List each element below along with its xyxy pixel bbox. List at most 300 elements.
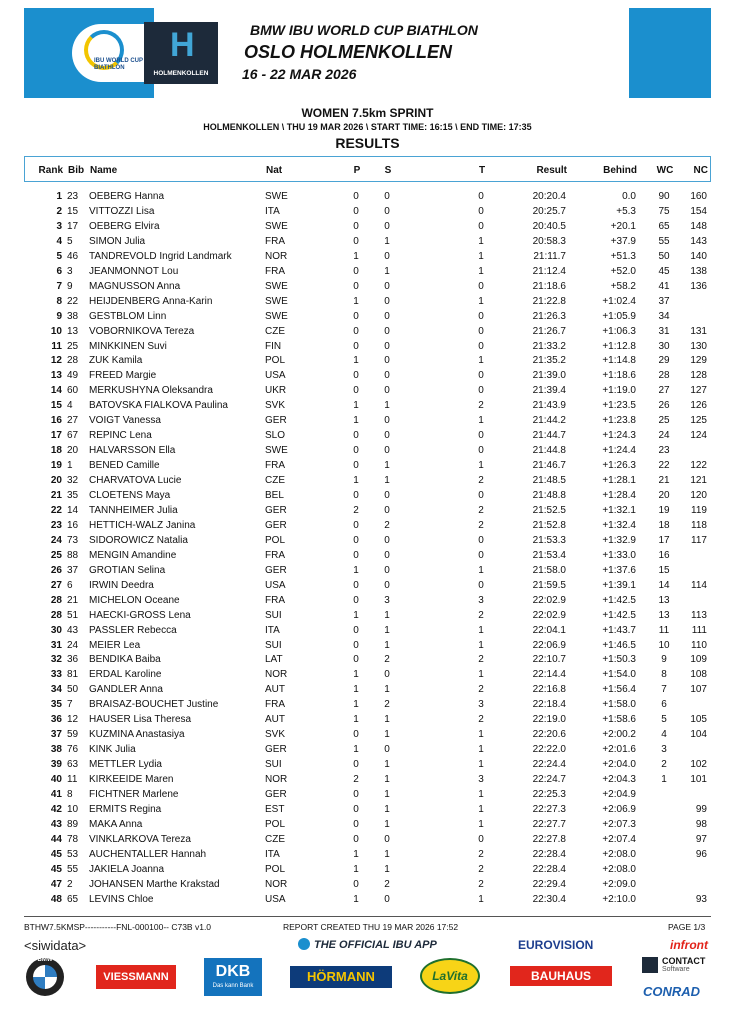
cell-behind: +2:04.0 [602, 759, 636, 771]
cell-t: 0 [478, 430, 484, 442]
cell-name: MINKKINEN Suvi [89, 340, 167, 352]
cell-behind: +1:23.8 [602, 415, 636, 427]
cell-behind: +1:33.0 [602, 549, 636, 561]
cell-bib: 81 [67, 669, 79, 681]
cell-nc: 114 [691, 579, 707, 591]
cell-behind: +1:18.6 [602, 370, 636, 382]
cell-result: 20:25.7 [532, 205, 566, 217]
table-row [24, 339, 711, 354]
cell-behind: +2:08.0 [602, 848, 636, 860]
cell-rank: 43 [50, 818, 62, 830]
cell-nat: FRA [265, 699, 285, 711]
table-row [24, 533, 711, 548]
cell-rank: 23 [50, 519, 62, 531]
col-p: P [353, 165, 361, 176]
cell-nc: 110 [691, 639, 707, 651]
cell-nc: 101 [690, 774, 707, 786]
cell-nc: 126 [690, 400, 707, 412]
table-row [24, 877, 711, 892]
cell-name: REPINC Lena [89, 430, 152, 442]
contact-text: CONTACT [662, 956, 706, 966]
table-row [24, 473, 711, 488]
lavita-text: LaVita [432, 969, 468, 983]
cell-nc: 127 [690, 385, 707, 397]
cell-name: CHARVATOVA Lucie [89, 475, 182, 487]
cell-result: 21:12.4 [532, 265, 566, 277]
cell-nat: LAT [265, 654, 283, 666]
cell-nat: UKR [265, 385, 287, 397]
cell-behind: +2:08.0 [602, 863, 636, 875]
cell-wc: 37 [658, 295, 670, 307]
cell-name: BENED Camille [89, 460, 160, 472]
bmw-text: BMW [37, 957, 53, 963]
cell-behind: +1:23.5 [602, 400, 636, 412]
cell-s: 0 [384, 370, 390, 382]
cell-nat: CZE [265, 475, 285, 487]
cell-name: HEIJDENBERG Anna-Karin [89, 295, 213, 307]
cell-behind: +1:19.0 [602, 385, 636, 397]
cell-s: 2 [384, 519, 390, 531]
cell-rank: 33 [50, 669, 62, 681]
footer-divider [24, 916, 711, 917]
cell-rank: 26 [50, 564, 62, 576]
table-row [24, 832, 711, 847]
cell-nc: 118 [691, 519, 707, 531]
ibu-app-icon [298, 938, 310, 950]
cell-nat: ITA [265, 848, 280, 860]
cell-name: HAECKI-GROSS Lena [89, 609, 191, 621]
cell-name: KIRKEEIDE Maren [89, 774, 174, 786]
cell-p: 0 [353, 789, 359, 800]
holmenkollen-letter: H [170, 26, 195, 64]
cell-nat: SUI [265, 639, 282, 651]
cell-wc: 7 [661, 684, 667, 696]
cell-bib: 24 [67, 639, 79, 651]
table-row [24, 563, 711, 578]
cell-result: 22:24.4 [532, 759, 566, 771]
event-title: BMW IBU WORLD CUP BIATHLON [250, 22, 478, 38]
cell-rank: 14 [50, 385, 62, 397]
cell-s: 1 [384, 639, 390, 651]
cell-s: 1 [384, 789, 390, 800]
cell-nc: 121 [690, 475, 707, 487]
cell-bib: 49 [67, 370, 79, 382]
report-created: REPORT CREATED THU 19 MAR 2026 17:52 [283, 922, 459, 932]
cell-wc: 2 [661, 759, 667, 771]
cell-result: 22:27.8 [532, 833, 566, 845]
cell-s: 0 [384, 191, 390, 202]
cell-p: 0 [353, 205, 359, 217]
cell-nc: 160 [690, 191, 707, 202]
cell-behind: +52.0 [610, 265, 636, 277]
cell-p: 1 [353, 669, 359, 681]
cell-s: 1 [384, 714, 390, 726]
dkb-logo [204, 958, 262, 996]
cell-name: VOBORNIKOVA Tereza [89, 325, 195, 337]
cell-p: 0 [353, 833, 359, 845]
infront-logo: infront [670, 938, 708, 952]
cell-nat: SVK [265, 400, 286, 412]
table-row [24, 608, 711, 623]
table-header [24, 156, 711, 182]
cell-bib: 73 [67, 534, 79, 546]
cell-rank: 6 [56, 265, 62, 277]
cell-rank: 7 [56, 280, 62, 292]
cell-t: 1 [478, 893, 484, 905]
cell-name: TANNHEIMER Julia [89, 504, 178, 516]
cell-t: 1 [478, 789, 484, 800]
cell-s: 0 [384, 445, 390, 457]
cell-result: 22:20.6 [532, 729, 566, 741]
cell-wc: 10 [658, 639, 670, 651]
cell-nat: SLO [265, 430, 286, 442]
cell-s: 2 [384, 878, 390, 890]
cell-nat: NOR [265, 878, 288, 890]
table-row [24, 712, 711, 727]
cell-nat: SUI [265, 759, 282, 771]
cell-wc: 1 [661, 774, 667, 786]
cell-behind: +58.2 [610, 280, 636, 292]
cell-wc: 3 [661, 744, 667, 756]
cell-s: 0 [384, 220, 390, 232]
table-row [24, 652, 711, 667]
cell-name: KINK Julia [89, 744, 136, 756]
cell-behind: +1:32.1 [602, 504, 636, 516]
cell-nat: EST [265, 803, 285, 815]
cell-t: 1 [478, 295, 484, 307]
cell-p: 1 [353, 699, 359, 711]
cell-name: SIDOROWICZ Natalia [89, 534, 188, 546]
cell-s: 0 [384, 430, 390, 442]
cell-s: 0 [384, 250, 390, 262]
cell-rank: 47 [50, 878, 62, 890]
cell-p: 0 [353, 430, 359, 442]
cell-rank: 19 [50, 460, 62, 472]
cell-p: 0 [353, 310, 359, 322]
cell-name: BENDIKA Baiba [89, 654, 161, 666]
cell-nc: 143 [690, 235, 707, 247]
cell-t: 1 [478, 355, 484, 367]
table-row [24, 279, 711, 294]
cell-bib: 10 [67, 803, 79, 815]
race-title: WOMEN 7.5km SPRINT [301, 106, 434, 120]
cell-wc: 24 [658, 430, 670, 442]
cell-behind: +1:56.4 [602, 684, 636, 696]
cell-bib: 5 [67, 235, 73, 247]
cell-wc: 41 [658, 280, 670, 292]
table-row [24, 204, 711, 219]
cell-nc: 99 [695, 803, 707, 815]
cell-result: 22:14.4 [532, 669, 566, 681]
cell-bib: 16 [67, 519, 79, 531]
cell-s: 0 [384, 325, 390, 337]
cell-name: OEBERG Elvira [89, 220, 160, 232]
cell-result: 21:11.7 [533, 250, 566, 262]
table-row [24, 353, 711, 368]
cell-s: 0 [384, 490, 390, 501]
cell-result: 21:44.8 [532, 445, 566, 457]
cell-behind: +1:58.6 [602, 714, 636, 726]
cell-t: 0 [478, 310, 484, 322]
cell-result: 21:43.9 [532, 400, 566, 412]
cell-rank: 4 [56, 235, 62, 247]
cell-wc: 9 [661, 654, 667, 666]
cell-wc: 21 [658, 475, 670, 487]
cell-behind: +1:26.3 [602, 460, 636, 472]
cell-name: ERMITS Regina [89, 803, 162, 815]
cell-t: 2 [478, 504, 484, 516]
cell-bib: 50 [67, 684, 79, 696]
table-row [24, 862, 711, 877]
cell-rank: 21 [50, 490, 62, 501]
cell-behind: +1:14.8 [602, 355, 636, 367]
cell-bib: 21 [67, 594, 79, 606]
cell-bib: 89 [67, 818, 79, 830]
cell-bib: 7 [67, 699, 73, 711]
cell-nat: FRA [265, 594, 285, 606]
table-row [24, 324, 711, 339]
cell-rank: 2 [56, 205, 62, 217]
cell-name: VOIGT Vanessa [89, 415, 161, 427]
cell-name: JEANMONNOT Lou [89, 265, 179, 277]
cell-nc: 113 [691, 609, 707, 621]
cell-result: 22:24.7 [532, 774, 566, 786]
cell-t: 3 [478, 594, 484, 606]
cell-bib: 37 [67, 564, 79, 576]
cell-behind: +2:07.3 [602, 818, 636, 830]
cell-behind: +2:01.6 [602, 744, 636, 756]
cell-name: GESTBLOM Linn [89, 310, 167, 322]
table-row [24, 518, 711, 533]
cell-wc: 19 [658, 504, 670, 516]
cell-p: 1 [353, 684, 359, 696]
cell-nat: POL [265, 863, 286, 875]
cell-wc: 17 [658, 534, 670, 546]
cell-nat: GER [265, 519, 287, 531]
cell-result: 22:29.4 [532, 878, 566, 890]
cell-result: 21:52.5 [532, 504, 566, 516]
cell-p: 0 [353, 759, 359, 771]
table-row [24, 772, 711, 787]
cell-nc: 148 [690, 220, 707, 232]
cell-p: 0 [353, 265, 359, 277]
cell-behind: +20.1 [610, 220, 636, 232]
cell-p: 0 [353, 579, 359, 591]
col-bib: Bib [68, 165, 85, 176]
cell-s: 0 [384, 893, 390, 905]
cell-nc: 109 [690, 654, 707, 666]
table-row [24, 682, 711, 697]
cell-name: HETTICH-WALZ Janina [89, 519, 196, 531]
cell-nat: FIN [265, 340, 282, 352]
cell-nat: USA [265, 579, 286, 591]
cell-behind: +1:42.5 [602, 609, 636, 621]
cell-wc: 31 [658, 325, 670, 337]
cell-nat: GER [265, 415, 287, 427]
table-row [24, 787, 711, 802]
cell-p: 1 [353, 744, 359, 756]
cell-behind: +37.9 [610, 235, 636, 247]
cell-behind: +1:24.4 [602, 445, 636, 457]
cell-behind: +1:39.1 [602, 579, 636, 591]
results-heading: RESULTS [335, 135, 400, 151]
ibu-app-banner [298, 938, 437, 951]
cell-t: 1 [478, 803, 484, 815]
cell-t: 0 [478, 833, 484, 845]
cell-bib: 4 [67, 400, 73, 412]
cell-result: 21:59.5 [532, 579, 566, 591]
cell-behind: +2:10.0 [602, 893, 636, 905]
col-nc: NC [693, 165, 708, 176]
cell-name: MEIER Lea [89, 639, 141, 651]
cell-bib: 78 [67, 833, 79, 845]
cell-nat: GER [265, 789, 287, 800]
cell-p: 0 [353, 445, 359, 457]
cell-nc: 122 [690, 460, 707, 472]
cell-bib: 51 [67, 609, 79, 621]
cell-p: 1 [353, 295, 359, 307]
cell-result: 20:40.5 [532, 220, 566, 232]
cell-nc: 129 [690, 355, 707, 367]
table-row [24, 892, 711, 907]
cell-wc: 23 [658, 445, 670, 457]
cell-name: ZUK Kamila [89, 355, 143, 367]
cell-bib: 35 [67, 490, 79, 501]
cell-rank: 15 [50, 400, 62, 412]
cell-s: 0 [384, 340, 390, 352]
cell-nat: POL [265, 355, 286, 367]
lavita-logo [420, 958, 480, 994]
cell-p: 1 [353, 475, 359, 487]
cell-behind: +1:32.4 [602, 519, 636, 531]
cell-rank: 36 [50, 714, 62, 726]
cell-bib: 60 [67, 385, 79, 397]
cell-name: MERKUSHYNA Oleksandra [89, 385, 213, 397]
cell-nat: NOR [265, 250, 288, 262]
cell-rank: 16 [50, 415, 62, 427]
cell-s: 1 [384, 235, 390, 247]
cell-bib: 67 [67, 430, 79, 442]
cell-p: 0 [353, 818, 359, 830]
cell-p: 0 [353, 803, 359, 815]
cell-s: 1 [384, 803, 390, 815]
cell-behind: +1:58.0 [602, 699, 636, 711]
cell-name: GANDLER Anna [89, 684, 163, 696]
cell-result: 21:22.8 [532, 295, 566, 307]
cell-name: JOHANSEN Marthe Krakstad [89, 878, 220, 890]
cell-s: 0 [384, 280, 390, 292]
cell-p: 0 [353, 549, 359, 561]
cell-name: KUZMINA Anastasiya [89, 729, 185, 741]
cell-s: 1 [384, 863, 390, 875]
cell-p: 0 [353, 878, 359, 890]
table-row [24, 488, 711, 503]
cell-behind: +1:02.4 [602, 295, 636, 307]
cell-result: 21:53.3 [532, 534, 566, 546]
table-row [24, 727, 711, 742]
table-row [24, 458, 711, 473]
cell-p: 0 [353, 325, 359, 337]
cell-result: 22:28.4 [532, 863, 566, 875]
cell-rank: 40 [50, 774, 62, 786]
cell-nc: 98 [695, 818, 707, 830]
table-row [24, 847, 711, 862]
cell-p: 1 [353, 415, 359, 427]
cell-wc: 65 [658, 220, 670, 232]
cell-s: 1 [384, 609, 390, 621]
cell-name: OEBERG Hanna [89, 191, 165, 202]
col-rank: Rank [38, 165, 63, 176]
cell-rank: 17 [50, 430, 62, 442]
cell-nat: USA [265, 370, 286, 382]
cell-p: 0 [353, 280, 359, 292]
cell-nat: NOR [265, 774, 288, 786]
cell-nat: POL [265, 818, 286, 830]
cell-nat: SWE [265, 280, 288, 292]
cell-wc: 18 [658, 519, 670, 531]
col-s: S [384, 165, 392, 176]
cell-nc: 136 [690, 280, 707, 292]
cell-result: 21:26.7 [532, 325, 566, 337]
col-result: Result [536, 165, 567, 176]
cell-rank: 41 [50, 789, 62, 800]
cell-p: 0 [353, 729, 359, 741]
cell-s: 1 [384, 759, 390, 771]
cell-rank: 3 [56, 220, 62, 232]
cell-p: 0 [353, 490, 359, 501]
cell-t: 1 [478, 564, 484, 576]
cell-t: 2 [478, 714, 484, 726]
table-row [24, 578, 711, 593]
table-row [24, 189, 711, 204]
cell-p: 1 [353, 848, 359, 860]
cell-s: 1 [384, 265, 390, 277]
cell-name: LEVINS Chloe [89, 893, 154, 905]
table-row [24, 249, 711, 264]
cell-wc: 90 [658, 191, 670, 202]
cell-s: 3 [384, 594, 390, 606]
cell-behind: +2:06.9 [602, 803, 636, 815]
cell-result: 21:39.4 [532, 385, 566, 397]
cell-bib: 14 [67, 504, 79, 516]
cell-rank: 18 [50, 445, 62, 457]
ibu-app-text: THE OFFICIAL IBU APP [314, 939, 437, 951]
cell-bib: 63 [67, 759, 79, 771]
cell-t: 1 [478, 639, 484, 651]
cell-wc: 75 [658, 205, 670, 217]
cell-nat: USA [265, 893, 286, 905]
cell-wc: 15 [658, 564, 670, 576]
table-row [24, 667, 711, 682]
cell-p: 0 [353, 235, 359, 247]
cell-behind: +1:54.0 [602, 669, 636, 681]
cell-name: GROTIAN Selina [89, 564, 166, 576]
cell-s: 1 [384, 774, 390, 786]
cell-result: 21:44.7 [532, 430, 566, 442]
cell-s: 2 [384, 654, 390, 666]
cell-s: 1 [384, 684, 390, 696]
cell-result: 21:18.6 [532, 280, 566, 292]
cell-behind: +1:28.4 [602, 490, 636, 501]
cell-s: 0 [384, 744, 390, 756]
cell-result: 22:18.4 [532, 699, 566, 711]
cell-p: 1 [353, 714, 359, 726]
cell-t: 0 [478, 579, 484, 591]
cell-s: 0 [384, 833, 390, 845]
cell-nat: SUI [265, 609, 282, 621]
table-row [24, 817, 711, 832]
cell-name: FREED Margie [89, 370, 157, 382]
